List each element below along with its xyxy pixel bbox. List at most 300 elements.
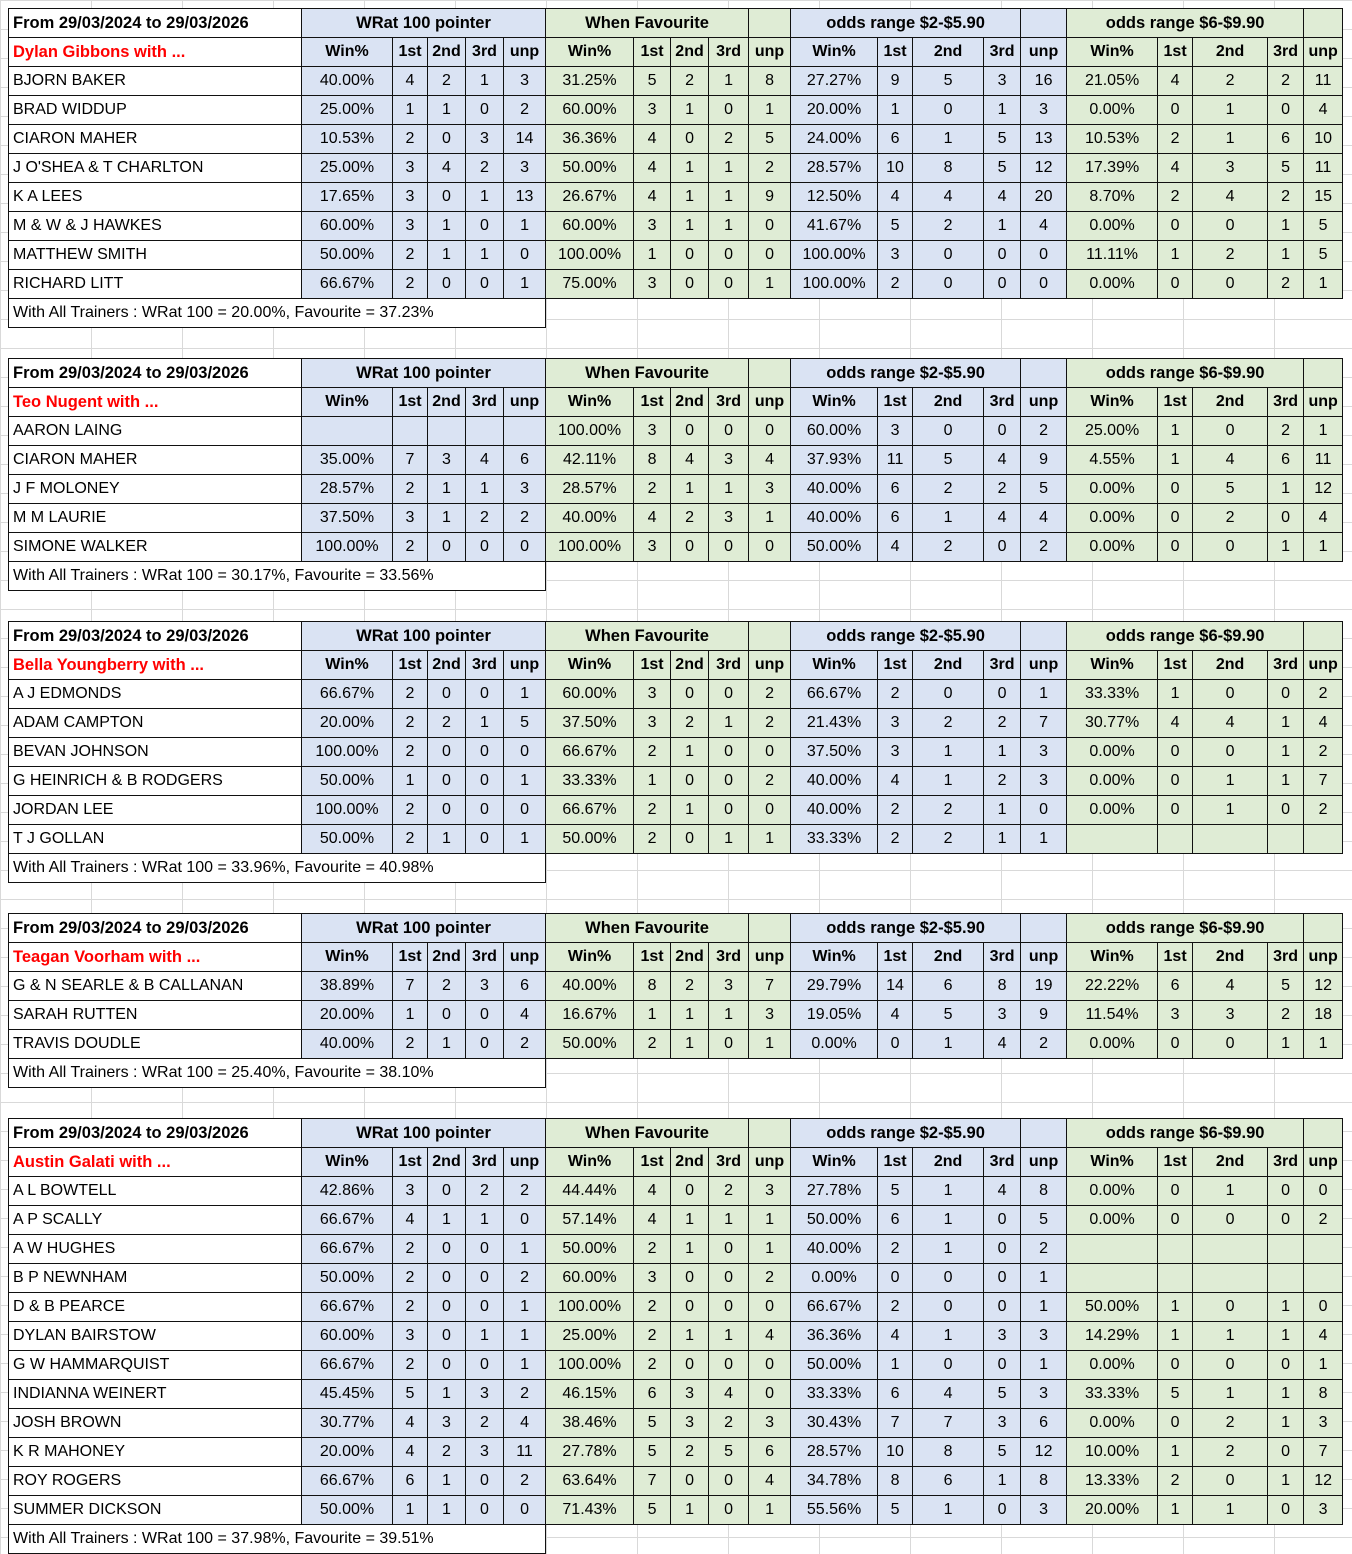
stat-cell[interactable]: 7 [393, 446, 428, 475]
stat-cell[interactable]: 4 [1304, 1322, 1343, 1351]
stat-cell[interactable]: 2 [913, 825, 984, 854]
stat-cell[interactable]: 1 [913, 1496, 984, 1525]
column-header-cell[interactable]: 2nd [1193, 388, 1268, 417]
stat-cell[interactable]: 4 [466, 446, 504, 475]
stat-cell[interactable]: 0 [984, 533, 1021, 562]
column-header-cell[interactable]: Win% [546, 1148, 634, 1177]
stat-cell[interactable]: 0 [671, 1177, 709, 1206]
stat-cell[interactable]: 3 [749, 1177, 791, 1206]
all-trainers-summary-cell[interactable]: With All Trainers : WRat 100 = 25.40%, Favourite = 38.10% [9, 1059, 546, 1088]
stat-cell[interactable]: 2 [393, 825, 428, 854]
stat-cell[interactable]: 0 [709, 796, 749, 825]
trainer-name-cell[interactable]: D & B PEARCE [9, 1293, 302, 1322]
stat-cell[interactable]: 100.00% [546, 417, 634, 446]
stat-cell[interactable]: 2 [393, 709, 428, 738]
stat-cell[interactable]: 8 [749, 67, 791, 96]
stat-cell[interactable]: 0 [709, 270, 749, 299]
stat-cell[interactable]: 20 [1021, 183, 1067, 212]
stat-cell[interactable]: 3 [393, 1322, 428, 1351]
stat-cell[interactable]: 25.00% [302, 96, 393, 125]
stat-cell[interactable]: 0 [466, 767, 504, 796]
stat-cell[interactable]: 60.00% [302, 1322, 393, 1351]
stat-cell[interactable]: 0 [913, 96, 984, 125]
stat-cell[interactable]: 2 [634, 825, 671, 854]
stat-cell[interactable]: 6 [504, 972, 546, 1001]
stat-cell[interactable]: 31.25% [546, 67, 634, 96]
trainer-name-cell[interactable]: RICHARD LITT [9, 270, 302, 299]
stat-cell[interactable]: 6 [1158, 972, 1193, 1001]
stat-cell[interactable]: 1 [428, 1496, 466, 1525]
stat-cell[interactable]: 1 [393, 1001, 428, 1030]
stat-cell[interactable]: 2 [878, 270, 913, 299]
stat-cell[interactable]: 3 [428, 446, 466, 475]
stat-cell[interactable]: 0 [671, 1467, 709, 1496]
stat-cell[interactable]: 2 [1268, 270, 1304, 299]
stat-cell[interactable]: 0 [504, 1206, 546, 1235]
trainer-name-cell[interactable]: SIMONE WALKER [9, 533, 302, 562]
column-header-cell[interactable]: 2nd [1193, 38, 1268, 67]
column-header-cell[interactable]: 2nd [913, 388, 984, 417]
stat-cell[interactable]: 3 [634, 1264, 671, 1293]
stat-cell[interactable]: 1 [984, 796, 1021, 825]
column-header-cell[interactable]: 3rd [709, 1148, 749, 1177]
column-header-cell[interactable]: 3rd [709, 943, 749, 972]
stat-cell[interactable]: 0 [671, 417, 709, 446]
stat-cell[interactable]: 0 [1158, 96, 1193, 125]
stat-cell[interactable]: 2 [504, 1030, 546, 1059]
column-header-cell[interactable]: Win% [791, 943, 878, 972]
stat-cell[interactable]: 2 [504, 1264, 546, 1293]
trainer-name-cell[interactable]: B P NEWNHAM [9, 1264, 302, 1293]
section-title-filler-cell[interactable] [749, 1119, 791, 1148]
stat-cell[interactable]: 3 [393, 212, 428, 241]
stat-cell[interactable]: 0 [1268, 96, 1304, 125]
stat-cell[interactable]: 2 [1021, 1030, 1067, 1059]
stat-cell[interactable]: 4 [1158, 154, 1193, 183]
stat-cell[interactable]: 1 [428, 1030, 466, 1059]
stat-cell[interactable]: 0 [984, 1351, 1021, 1380]
column-header-cell[interactable]: unp [1304, 943, 1343, 972]
stat-cell[interactable]: 0 [913, 270, 984, 299]
stat-cell[interactable]: 5 [634, 1409, 671, 1438]
stat-cell[interactable]: 1 [913, 1322, 984, 1351]
stat-cell[interactable]: 0 [1268, 504, 1304, 533]
section-title-cell[interactable]: When Favourite [546, 359, 749, 388]
stat-cell[interactable]: 0 [1021, 270, 1067, 299]
stat-cell[interactable]: 1 [1193, 1322, 1268, 1351]
stat-cell[interactable]: 0 [749, 212, 791, 241]
section-title-cell[interactable]: WRat 100 pointer [302, 622, 546, 651]
stat-cell[interactable]: 0 [1158, 767, 1193, 796]
date-range-cell[interactable]: From 29/03/2024 to 29/03/2026 [9, 622, 302, 651]
column-header-cell[interactable]: 2nd [671, 1148, 709, 1177]
stat-cell[interactable]: 3 [634, 96, 671, 125]
stat-cell[interactable]: 3 [878, 417, 913, 446]
stat-cell[interactable]: 5 [1193, 475, 1268, 504]
stat-cell[interactable]: 12 [1021, 154, 1067, 183]
trainer-name-cell[interactable]: BJORN BAKER [9, 67, 302, 96]
stat-cell[interactable]: 12 [1304, 475, 1343, 504]
section-title-filler-cell[interactable] [1021, 622, 1067, 651]
stat-cell[interactable]: 50.00% [791, 533, 878, 562]
stat-cell[interactable]: 1 [671, 1001, 709, 1030]
column-header-cell[interactable]: Win% [1067, 388, 1158, 417]
stat-cell[interactable]: 2 [913, 533, 984, 562]
column-header-cell[interactable]: Win% [302, 1148, 393, 1177]
stat-cell[interactable] [1304, 1264, 1343, 1293]
column-header-cell[interactable]: Win% [1067, 943, 1158, 972]
stat-cell[interactable]: 4 [1193, 446, 1268, 475]
stat-cell[interactable]: 4 [393, 1409, 428, 1438]
column-header-cell[interactable]: unp [1021, 943, 1067, 972]
stat-cell[interactable]: 2 [1193, 1409, 1268, 1438]
stat-cell[interactable]: 2 [878, 825, 913, 854]
stat-cell[interactable]: 0 [984, 1235, 1021, 1264]
section-title-cell[interactable]: WRat 100 pointer [302, 1119, 546, 1148]
column-header-cell[interactable]: 3rd [1268, 943, 1304, 972]
stat-cell[interactable]: 2 [878, 1235, 913, 1264]
stat-cell[interactable]: 0 [466, 1001, 504, 1030]
date-range-cell[interactable]: From 29/03/2024 to 29/03/2026 [9, 1119, 302, 1148]
stat-cell[interactable]: 1 [1021, 1351, 1067, 1380]
date-range-cell[interactable]: From 29/03/2024 to 29/03/2026 [9, 9, 302, 38]
stat-cell[interactable]: 0 [1158, 738, 1193, 767]
stat-cell[interactable]: 7 [749, 972, 791, 1001]
stat-cell[interactable]: 0.00% [1067, 533, 1158, 562]
stat-cell[interactable]: 50.00% [302, 1264, 393, 1293]
stat-cell[interactable] [1158, 1235, 1193, 1264]
trainer-name-cell[interactable]: T J GOLLAN [9, 825, 302, 854]
stat-cell[interactable]: 0 [709, 1351, 749, 1380]
column-header-cell[interactable]: Win% [546, 38, 634, 67]
stat-cell[interactable]: 0 [428, 270, 466, 299]
stat-cell[interactable]: 60.00% [546, 680, 634, 709]
stat-cell[interactable]: 3 [466, 125, 504, 154]
column-header-cell[interactable]: 3rd [466, 38, 504, 67]
stat-cell[interactable]: 2 [671, 1438, 709, 1467]
stat-cell[interactable]: 5 [504, 709, 546, 738]
stat-cell[interactable]: 1 [466, 475, 504, 504]
stat-cell[interactable]: 1 [1268, 1030, 1304, 1059]
stat-cell[interactable]: 4 [634, 1177, 671, 1206]
stat-cell[interactable]: 2 [1304, 738, 1343, 767]
stat-cell[interactable]: 6 [913, 972, 984, 1001]
stat-cell[interactable]: 3 [1021, 1322, 1067, 1351]
stat-cell[interactable]: 42.86% [302, 1177, 393, 1206]
stat-cell[interactable]: 4 [634, 183, 671, 212]
stat-cell[interactable]: 1 [749, 504, 791, 533]
stat-cell[interactable]: 0 [671, 680, 709, 709]
stat-cell[interactable]: 1 [913, 1177, 984, 1206]
stat-cell[interactable] [393, 417, 428, 446]
stat-cell[interactable]: 4 [878, 1322, 913, 1351]
stat-cell[interactable]: 8 [913, 1438, 984, 1467]
stat-cell[interactable]: 10.00% [1067, 1438, 1158, 1467]
section-title-filler-cell[interactable] [749, 9, 791, 38]
stat-cell[interactable]: 6 [749, 1438, 791, 1467]
section-title-filler-cell[interactable] [1304, 359, 1343, 388]
stat-cell[interactable] [1193, 1235, 1268, 1264]
stat-cell[interactable]: 25.00% [546, 1322, 634, 1351]
trainer-name-cell[interactable]: INDIANNA WEINERT [9, 1380, 302, 1409]
stat-cell[interactable]: 2 [749, 1264, 791, 1293]
stat-cell[interactable]: 7 [393, 972, 428, 1001]
stat-cell[interactable]: 0 [709, 533, 749, 562]
stat-cell[interactable]: 100.00% [302, 796, 393, 825]
trainer-name-cell[interactable]: MATTHEW SMITH [9, 241, 302, 270]
stat-cell[interactable]: 4 [1021, 212, 1067, 241]
section-title-cell[interactable]: When Favourite [546, 914, 749, 943]
stat-cell[interactable]: 1 [1158, 1438, 1193, 1467]
stat-cell[interactable]: 0 [466, 680, 504, 709]
column-header-cell[interactable]: 1st [1158, 943, 1193, 972]
stat-cell[interactable]: 3 [466, 1380, 504, 1409]
stat-cell[interactable] [1268, 825, 1304, 854]
stat-cell[interactable]: 0 [984, 1293, 1021, 1322]
stat-cell[interactable]: 3 [1021, 1496, 1067, 1525]
stat-cell[interactable]: 66.67% [302, 270, 393, 299]
stat-cell[interactable] [1067, 1235, 1158, 1264]
stat-cell[interactable]: 0 [466, 796, 504, 825]
stat-cell[interactable]: 4 [634, 154, 671, 183]
column-header-cell[interactable]: 2nd [428, 1148, 466, 1177]
stat-cell[interactable]: 2 [634, 1351, 671, 1380]
stat-cell[interactable]: 2 [393, 738, 428, 767]
stat-cell[interactable]: 4.55% [1067, 446, 1158, 475]
stat-cell[interactable]: 1 [671, 738, 709, 767]
date-range-cell[interactable]: From 29/03/2024 to 29/03/2026 [9, 914, 302, 943]
stat-cell[interactable]: 9 [878, 67, 913, 96]
stat-cell[interactable]: 14 [878, 972, 913, 1001]
section-title-cell[interactable]: odds range $6-$9.90 [1067, 1119, 1304, 1148]
column-header-cell[interactable]: Win% [546, 388, 634, 417]
trainer-name-cell[interactable]: JORDAN LEE [9, 796, 302, 825]
stat-cell[interactable]: 1 [1268, 709, 1304, 738]
stat-cell[interactable]: 1 [1268, 1293, 1304, 1322]
trainer-name-cell[interactable]: BEVAN JOHNSON [9, 738, 302, 767]
stat-cell[interactable]: 0 [466, 96, 504, 125]
column-header-cell[interactable]: 1st [878, 388, 913, 417]
stat-cell[interactable]: 1 [1193, 96, 1268, 125]
stat-cell[interactable]: 1 [393, 767, 428, 796]
section-title-cell[interactable]: odds range $2-$5.90 [791, 9, 1021, 38]
column-header-cell[interactable]: 1st [1158, 388, 1193, 417]
stat-cell[interactable]: 12 [1304, 1467, 1343, 1496]
stat-cell[interactable]: 66.67% [302, 1467, 393, 1496]
stat-cell[interactable]: 0 [428, 1322, 466, 1351]
jockey-name-cell[interactable]: Teo Nugent with ... [9, 388, 302, 417]
stat-cell[interactable]: 1 [984, 738, 1021, 767]
column-header-cell[interactable]: unp [749, 651, 791, 680]
stat-cell[interactable]: 1 [1268, 1467, 1304, 1496]
column-header-cell[interactable]: unp [1021, 388, 1067, 417]
all-trainers-summary-cell[interactable]: With All Trainers : WRat 100 = 30.17%, Favourite = 33.56% [9, 562, 546, 591]
stat-cell[interactable]: 10.53% [302, 125, 393, 154]
column-header-cell[interactable]: 3rd [1268, 388, 1304, 417]
stat-cell[interactable]: 0 [466, 1235, 504, 1264]
trainer-name-cell[interactable]: G & N SEARLE & B CALLANAN [9, 972, 302, 1001]
column-header-cell[interactable]: 1st [393, 388, 428, 417]
stat-cell[interactable]: 7 [913, 1409, 984, 1438]
stat-cell[interactable]: 60.00% [791, 417, 878, 446]
stat-cell[interactable]: 4 [1304, 504, 1343, 533]
stat-cell[interactable]: 0 [878, 1030, 913, 1059]
stat-cell[interactable]: 0 [1304, 1293, 1343, 1322]
stat-cell[interactable]: 2 [913, 475, 984, 504]
stat-cell[interactable]: 2 [1193, 1438, 1268, 1467]
stat-cell[interactable]: 0 [671, 533, 709, 562]
stat-cell[interactable]: 0 [984, 680, 1021, 709]
trainer-name-cell[interactable]: G HEINRICH & B RODGERS [9, 767, 302, 796]
stat-cell[interactable]: 4 [634, 1206, 671, 1235]
column-header-cell[interactable]: Win% [546, 943, 634, 972]
section-title-filler-cell[interactable] [1304, 9, 1343, 38]
stat-cell[interactable]: 10 [878, 154, 913, 183]
stat-cell[interactable]: 0.00% [791, 1264, 878, 1293]
stat-cell[interactable]: 75.00% [546, 270, 634, 299]
stat-cell[interactable]: 0.00% [791, 1030, 878, 1059]
stat-cell[interactable]: 1 [709, 1001, 749, 1030]
stat-cell[interactable]: 2 [671, 67, 709, 96]
stat-cell[interactable]: 2 [393, 1030, 428, 1059]
section-title-cell[interactable]: When Favourite [546, 9, 749, 38]
stat-cell[interactable]: 0 [504, 241, 546, 270]
stat-cell[interactable]: 28.57% [302, 475, 393, 504]
stat-cell[interactable]: 1 [749, 1206, 791, 1235]
stat-cell[interactable]: 2 [1304, 1206, 1343, 1235]
stat-cell[interactable]: 4 [984, 183, 1021, 212]
stat-cell[interactable]: 50.00% [546, 825, 634, 854]
column-header-cell[interactable]: 3rd [709, 388, 749, 417]
stat-cell[interactable]: 28.57% [546, 475, 634, 504]
stat-cell[interactable]: 3 [1021, 1380, 1067, 1409]
stat-cell[interactable]: 2 [393, 1293, 428, 1322]
stat-cell[interactable]: 37.50% [546, 709, 634, 738]
trainer-name-cell[interactable]: BRAD WIDDUP [9, 96, 302, 125]
stat-cell[interactable]: 5 [1268, 154, 1304, 183]
stat-cell[interactable]: 0 [504, 796, 546, 825]
column-header-cell[interactable]: 2nd [913, 943, 984, 972]
stat-cell[interactable]: 6 [878, 125, 913, 154]
stat-cell[interactable]: 2 [878, 680, 913, 709]
stat-cell[interactable]: 0 [466, 1496, 504, 1525]
stat-cell[interactable]: 16 [1021, 67, 1067, 96]
section-title-cell[interactable]: odds range $2-$5.90 [791, 1119, 1021, 1148]
stat-cell[interactable]: 36.36% [546, 125, 634, 154]
stat-cell[interactable]: 5 [709, 1438, 749, 1467]
stat-cell[interactable]: 40.00% [546, 504, 634, 533]
trainer-name-cell[interactable]: A P SCALLY [9, 1206, 302, 1235]
stat-cell[interactable]: 3 [749, 475, 791, 504]
stat-cell[interactable]: 2 [634, 475, 671, 504]
all-trainers-summary-cell[interactable]: With All Trainers : WRat 100 = 20.00%, Favourite = 37.23% [9, 299, 546, 328]
stat-cell[interactable]: 0 [1193, 1030, 1268, 1059]
column-header-cell[interactable]: Win% [791, 1148, 878, 1177]
stat-cell[interactable]: 5 [913, 1001, 984, 1030]
stat-cell[interactable]: 2 [671, 504, 709, 533]
stat-cell[interactable]: 1 [671, 796, 709, 825]
trainer-name-cell[interactable]: G W HAMMARQUIST [9, 1351, 302, 1380]
stat-cell[interactable]: 100.00% [791, 270, 878, 299]
stat-cell[interactable]: 0 [984, 1496, 1021, 1525]
stat-cell[interactable]: 40.00% [302, 67, 393, 96]
stat-cell[interactable]: 0 [466, 533, 504, 562]
stat-cell[interactable]: 0 [709, 417, 749, 446]
stat-cell[interactable]: 0 [1158, 796, 1193, 825]
stat-cell[interactable]: 1 [749, 1496, 791, 1525]
column-header-cell[interactable]: Win% [302, 651, 393, 680]
stat-cell[interactable]: 5 [634, 1438, 671, 1467]
column-header-cell[interactable]: 1st [634, 38, 671, 67]
stat-cell[interactable]: 1 [428, 475, 466, 504]
stat-cell[interactable]: 0 [428, 1235, 466, 1264]
stat-cell[interactable]: 8 [1304, 1380, 1343, 1409]
stat-cell[interactable]: 66.67% [302, 1235, 393, 1264]
stat-cell[interactable]: 50.00% [791, 1351, 878, 1380]
stat-cell[interactable]: 100.00% [546, 1293, 634, 1322]
stat-cell[interactable]: 2 [634, 738, 671, 767]
stat-cell[interactable]: 22.22% [1067, 972, 1158, 1001]
section-title-cell[interactable]: WRat 100 pointer [302, 359, 546, 388]
stat-cell[interactable] [302, 417, 393, 446]
stat-cell[interactable]: 4 [393, 1438, 428, 1467]
stat-cell[interactable]: 1 [466, 67, 504, 96]
stat-cell[interactable]: 3 [1193, 1001, 1268, 1030]
stat-cell[interactable]: 0 [1193, 1293, 1268, 1322]
section-title-cell[interactable]: odds range $6-$9.90 [1067, 359, 1304, 388]
stat-cell[interactable]: 0 [1158, 504, 1193, 533]
stat-cell[interactable]: 2 [1304, 796, 1343, 825]
stat-cell[interactable] [1304, 825, 1343, 854]
stat-cell[interactable]: 0 [1193, 533, 1268, 562]
stat-cell[interactable]: 19 [1021, 972, 1067, 1001]
stat-cell[interactable]: 10 [878, 1438, 913, 1467]
stat-cell[interactable]: 0 [671, 767, 709, 796]
stat-cell[interactable]: 0 [1268, 1177, 1304, 1206]
stat-cell[interactable]: 4 [878, 183, 913, 212]
stat-cell[interactable]: 4 [1193, 709, 1268, 738]
stat-cell[interactable]: 0 [1193, 1351, 1268, 1380]
stat-cell[interactable]: 5 [634, 1496, 671, 1525]
stat-cell[interactable]: 2 [504, 96, 546, 125]
stat-cell[interactable]: 1 [1268, 738, 1304, 767]
stat-cell[interactable]: 0 [709, 96, 749, 125]
stat-cell[interactable]: 7 [634, 1467, 671, 1496]
stat-cell[interactable]: 21.05% [1067, 67, 1158, 96]
stat-cell[interactable]: 1 [709, 475, 749, 504]
stat-cell[interactable]: 5 [1158, 1380, 1193, 1409]
stat-cell[interactable]: 0 [1193, 417, 1268, 446]
column-header-cell[interactable]: Win% [791, 651, 878, 680]
stat-cell[interactable]: 100.00% [546, 533, 634, 562]
section-title-cell[interactable]: odds range $2-$5.90 [791, 914, 1021, 943]
column-header-cell[interactable]: 3rd [984, 388, 1021, 417]
stat-cell[interactable]: 6 [504, 446, 546, 475]
column-header-cell[interactable]: 2nd [428, 943, 466, 972]
stat-cell[interactable]: 3 [504, 67, 546, 96]
stat-cell[interactable]: 1 [709, 709, 749, 738]
stat-cell[interactable]: 50.00% [302, 1496, 393, 1525]
stat-cell[interactable]: 2 [1193, 504, 1268, 533]
stat-cell[interactable]: 0 [428, 1177, 466, 1206]
stat-cell[interactable]: 2 [1304, 680, 1343, 709]
stat-cell[interactable]: 1 [1268, 475, 1304, 504]
stat-cell[interactable]: 25.00% [302, 154, 393, 183]
stat-cell[interactable]: 3 [878, 738, 913, 767]
stat-cell[interactable]: 2 [1268, 67, 1304, 96]
stat-cell[interactable]: 1 [634, 241, 671, 270]
stat-cell[interactable]: 6 [393, 1467, 428, 1496]
